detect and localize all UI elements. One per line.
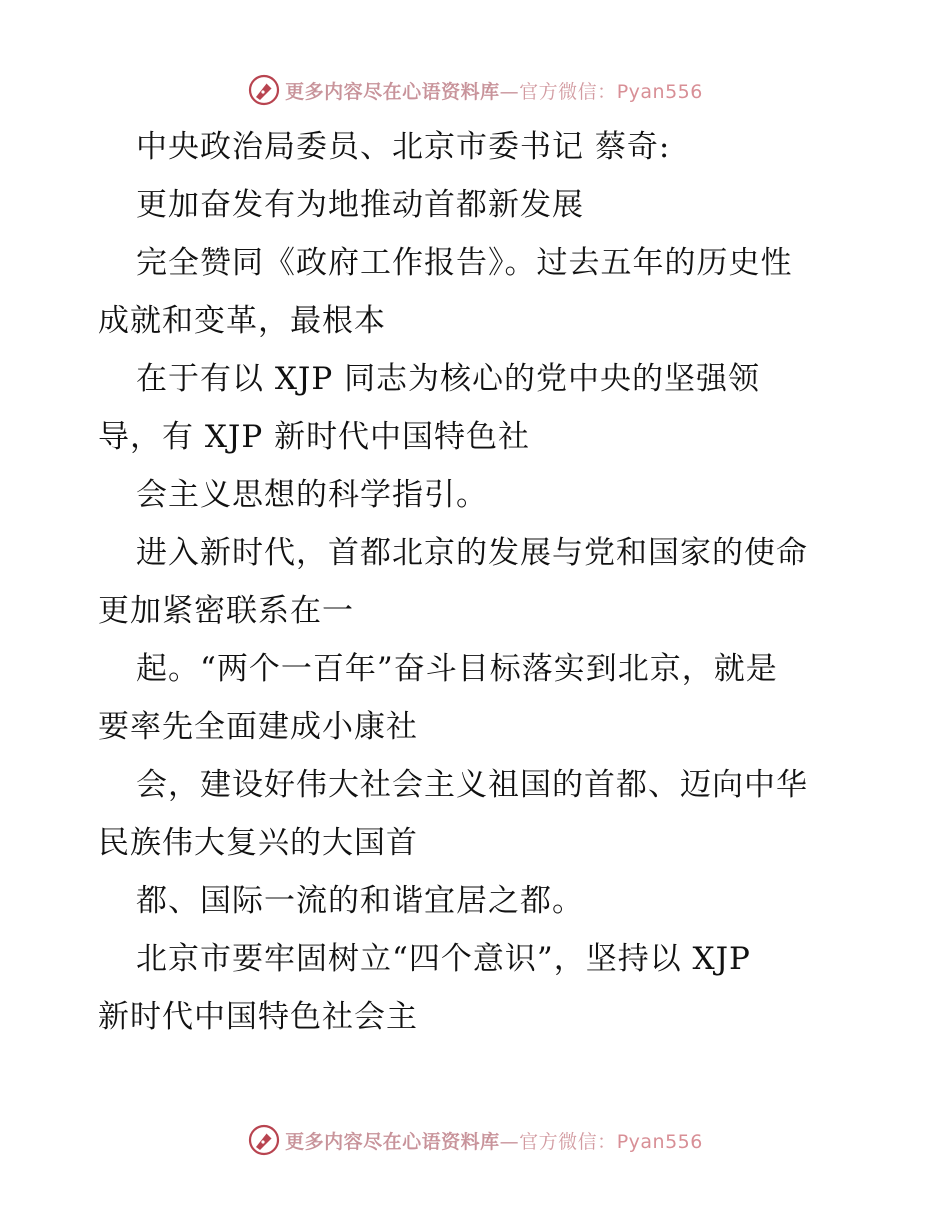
body-line: 民族伟大复兴的大国首 (98, 825, 418, 861)
body-line: 更加紧密联系在一 (98, 593, 354, 629)
header-banner-title: 更多内容尽在心语资料库 (285, 80, 500, 103)
body-line: 完全赞同《政府工作报告》。过去五年的历史性 (136, 245, 793, 281)
footer-banner (0, 1120, 950, 1160)
footer-banner-title: 更多内容尽在心语资料库 (285, 1130, 500, 1153)
body-line: 成就和变革，最根本 (98, 303, 386, 339)
footer-banner-wechat-id: Pyan556 (616, 1130, 703, 1153)
body-line: 中央政治局委员、北京市委书记 蔡奇: (136, 129, 671, 165)
header-banner-text (285, 77, 703, 104)
body-line: 在于有以 XJP 同志为核心的党中央的坚强领 (136, 361, 761, 397)
footer-banner-text (285, 1127, 703, 1154)
pen-nib-circle-icon (247, 1123, 281, 1157)
body-line: 新时代中国特色社会主 (98, 999, 418, 1035)
footer-banner-label: 官方微信： (519, 1130, 617, 1153)
body-line: 要率先全面建成小康社 (98, 709, 418, 745)
header-banner-label: 官方微信： (519, 80, 617, 103)
body-line: 会，建设好伟大社会主义祖国的首都、迈向中华 (136, 767, 808, 803)
body-line: 导，有 XJP 新时代中国特色社 (98, 419, 531, 455)
body-line: 更加奋发有为地推动首都新发展 (136, 187, 584, 223)
body-line: 都、国际一流的和谐宜居之都。 (136, 883, 584, 919)
header-banner-dash: — (499, 80, 520, 103)
body-line: 进入新时代，首都北京的发展与党和国家的使命 (136, 535, 808, 571)
footer-banner-dash: — (499, 1130, 520, 1153)
header-banner-wechat-id: Pyan556 (616, 80, 703, 103)
body-line: 会主义思想的科学指引。 (136, 477, 488, 513)
header-banner (0, 70, 950, 110)
body-line: 起。“两个一百年”奋斗目标落实到北京，就是 (136, 651, 778, 687)
pen-nib-circle-icon (247, 73, 281, 107)
document-body (98, 118, 858, 1046)
body-line: 北京市要牢固树立“四个意识”，坚持以 XJP (136, 941, 751, 977)
